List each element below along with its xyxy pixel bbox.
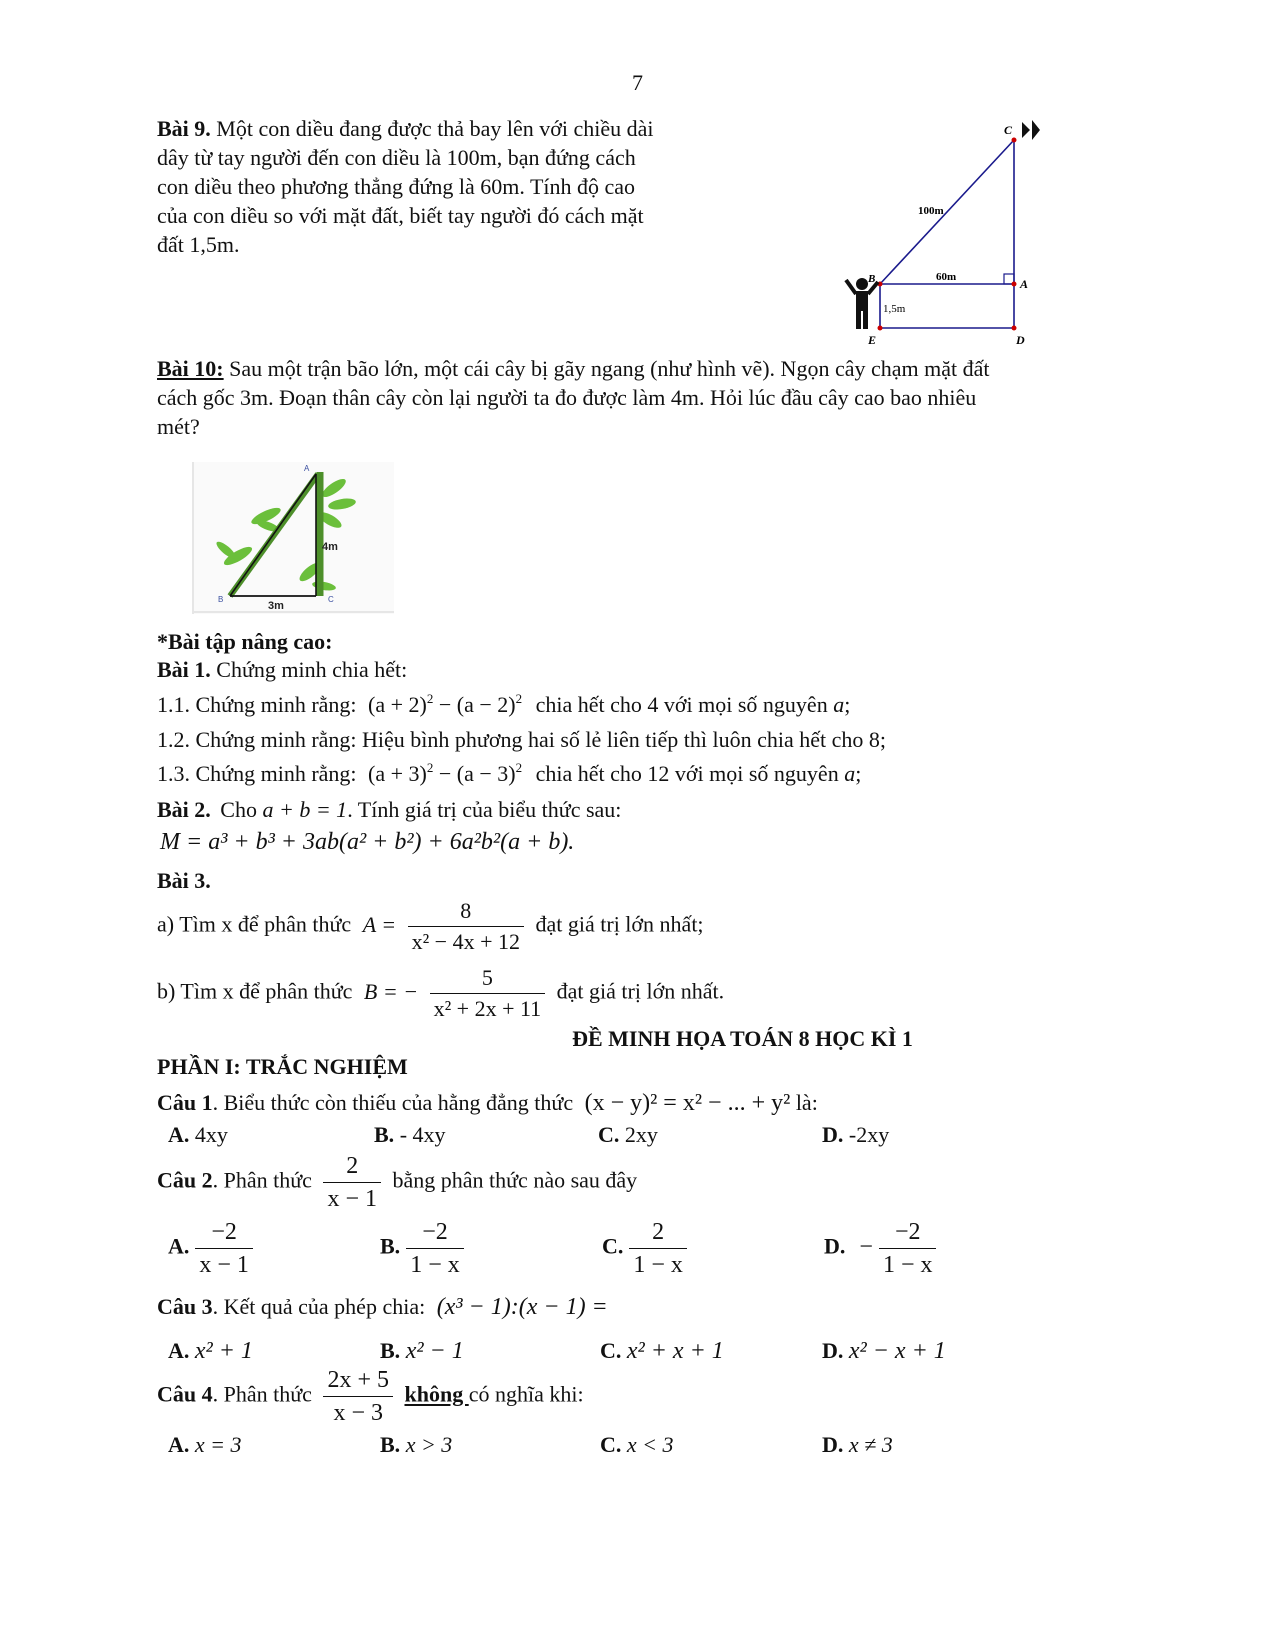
- bai10-line2: cách gốc 3m. Đoạn thân cây còn lại người ta đo được làm 4m. Hỏi lúc đầu cây cao bao nhiêu: [157, 385, 977, 410]
- label-b: B: [218, 595, 224, 604]
- q1-option-a[interactable]: A. 4xy: [168, 1122, 228, 1147]
- part1-heading: PHẦN I: TRẮC NGHIỆM: [157, 1054, 408, 1079]
- q4-option-c[interactable]: C. x < 3: [600, 1432, 674, 1457]
- bai9-label: Bài 9.: [157, 116, 211, 141]
- q1-option-b[interactable]: B. - 4xy: [374, 1122, 446, 1147]
- q2-fraction: $\frac{2}{x - 1}$: [323, 1152, 381, 1213]
- kite-string-line: [880, 140, 1014, 284]
- kite-figure: [830, 108, 1050, 348]
- label-100m: 100m: [918, 205, 944, 217]
- q2-option-a[interactable]: A. $\frac{-2}{x - 1}$: [168, 1218, 259, 1279]
- exam-title: ĐỀ MINH HỌA TOÁN 8 HỌC KÌ 1: [572, 1026, 913, 1051]
- q3-option-a[interactable]: A. x² + 1: [168, 1338, 253, 1364]
- point-d: [1012, 326, 1017, 331]
- label-c: C: [1004, 123, 1013, 137]
- bai3b-fraction: $\frac{5}{\text{x² + 2x + 11}}$: [430, 965, 546, 1022]
- question-1: Câu 1. Biểu thức còn thiếu của hằng đẳng thức (x − y)² = x² − ... + y² là:: [157, 1090, 818, 1116]
- point-c: [1012, 138, 1017, 143]
- label-4m: 4m: [322, 541, 338, 553]
- bai3a: a) Tìm x để phân thức A = $\frac{8}{\text{x² − 4x + 12}}$ đạt giá trị lớn nhất;: [157, 898, 704, 954]
- point-a: [1012, 282, 1017, 287]
- bai9-line3: con diều theo phương thẳng đứng là 60m. Tính độ cao: [157, 174, 636, 199]
- q4-option-d[interactable]: D. x ≠ 3: [822, 1432, 893, 1457]
- label-a: A: [1020, 277, 1029, 291]
- q3-options: [168, 1336, 1068, 1366]
- tree-figure: [192, 462, 394, 614]
- advanced-heading: *Bài tập nâng cao:: [157, 629, 333, 654]
- label-a: A: [304, 464, 310, 473]
- q2-options: [168, 1218, 1068, 1282]
- bai9-text: [157, 114, 717, 259]
- advanced-bai1-text: Chứng minh chia hết:: [216, 657, 408, 682]
- label-c: C: [328, 595, 334, 604]
- q3-option-d[interactable]: D. x² − x + 1: [822, 1338, 946, 1364]
- label-d: D: [1016, 333, 1025, 347]
- label-3m: 3m: [268, 600, 284, 612]
- kite-icon: [1022, 122, 1030, 138]
- q4-fraction: $\frac{2x + 5}{x - 3}$: [323, 1366, 393, 1427]
- bai3b: b) Tìm x để phân thức B = − $\frac{5}{\text{x² + 2x + 11}}$ đạt giá trị lớn nhất.: [157, 965, 725, 1021]
- bai3a-fraction: $\frac{8}{\text{x² − 4x + 12}}$: [408, 898, 524, 955]
- bai10-text: [157, 354, 1087, 441]
- bai2-expression: M = a³ + b³ + 3ab(a² + b²) + 6a²b²(a + b).: [160, 829, 575, 855]
- bai10-label: Bài 10:: [157, 356, 224, 381]
- person-icon: [846, 278, 878, 329]
- bai10-line3: mét?: [157, 414, 200, 439]
- question-3: Câu 3. Kết quả của phép chia: (x³ − 1):(x − 1) =: [157, 1294, 608, 1320]
- bai9-line1: Một con diều đang được thả bay lên với chiều dài: [216, 116, 654, 141]
- bai9-line2: dây từ tay người đến con diều là 100m, bạn đứng cách: [157, 145, 636, 170]
- q2-option-c[interactable]: C. $\frac{2}{1 - x}$: [602, 1218, 693, 1279]
- item-1-2: 1.2. Chứng minh rằng: Hiệu bình phương hai số lẻ liên tiếp thì luôn chia hết cho 8;: [157, 727, 886, 752]
- q1-option-c[interactable]: C. 2xy: [598, 1122, 658, 1147]
- bai10-line1: Sau một trận bão lớn, một cái cây bị gãy ngang (như hình vẽ). Ngọn cây chạm mặt đất: [229, 356, 990, 381]
- bai9-line5: đất 1,5m.: [157, 232, 240, 257]
- label-e: E: [868, 333, 877, 347]
- q4-option-b[interactable]: B. x > 3: [380, 1432, 453, 1457]
- q4-options: [168, 1430, 1068, 1460]
- item-1-3: 1.3. Chứng minh rằng: $(a + 3)^2 - (a - 3)^2$ chia hết cho 12 với mọi số nguyên a;: [157, 760, 862, 786]
- q1-option-d[interactable]: D. -2xy: [822, 1122, 890, 1147]
- page-number: 7: [632, 70, 643, 95]
- advanced-bai1-label: Bài 1.: [157, 657, 211, 682]
- point-e: [878, 326, 883, 331]
- item-1-1: 1.1. Chứng minh rằng: $(a + 2)^2 - (a - 2)^2$ chia hết cho 4 với mọi số nguyên a;: [157, 691, 851, 717]
- q4-option-a[interactable]: A. x = 3: [168, 1432, 242, 1457]
- label-1-5m: 1,5m: [883, 303, 906, 315]
- q3-option-c[interactable]: C. x² + x + 1: [600, 1338, 724, 1364]
- question-2: Câu 2. Phân thức $\frac{2}{x - 1}$ bằng phân thức nào sau đây: [157, 1153, 638, 1212]
- bai9-line4: của con diều so với mặt đất, biết tay người đó cách mặt: [157, 203, 644, 228]
- advanced-bai2: Bài 2. Cho a + b = 1. Tính giá trị của biểu thức sau:: [157, 797, 622, 822]
- advanced-bai3: Bài 3.: [157, 868, 211, 893]
- advanced-bai1: [157, 656, 407, 683]
- q2-option-b[interactable]: B. $\frac{-2}{1 - x}$: [380, 1218, 470, 1279]
- q2-option-d[interactable]: D. − $\frac{-2}{1 - x}$: [824, 1218, 942, 1279]
- label-b: B: [868, 273, 876, 285]
- q3-option-b[interactable]: B. x² − 1: [380, 1338, 464, 1364]
- question-4: Câu 4. Phân thức $\frac{2x + 5}{x - 3}$ không có nghĩa khi:: [157, 1367, 584, 1426]
- label-60m: 60m: [936, 271, 957, 283]
- q1-options: [168, 1122, 1068, 1152]
